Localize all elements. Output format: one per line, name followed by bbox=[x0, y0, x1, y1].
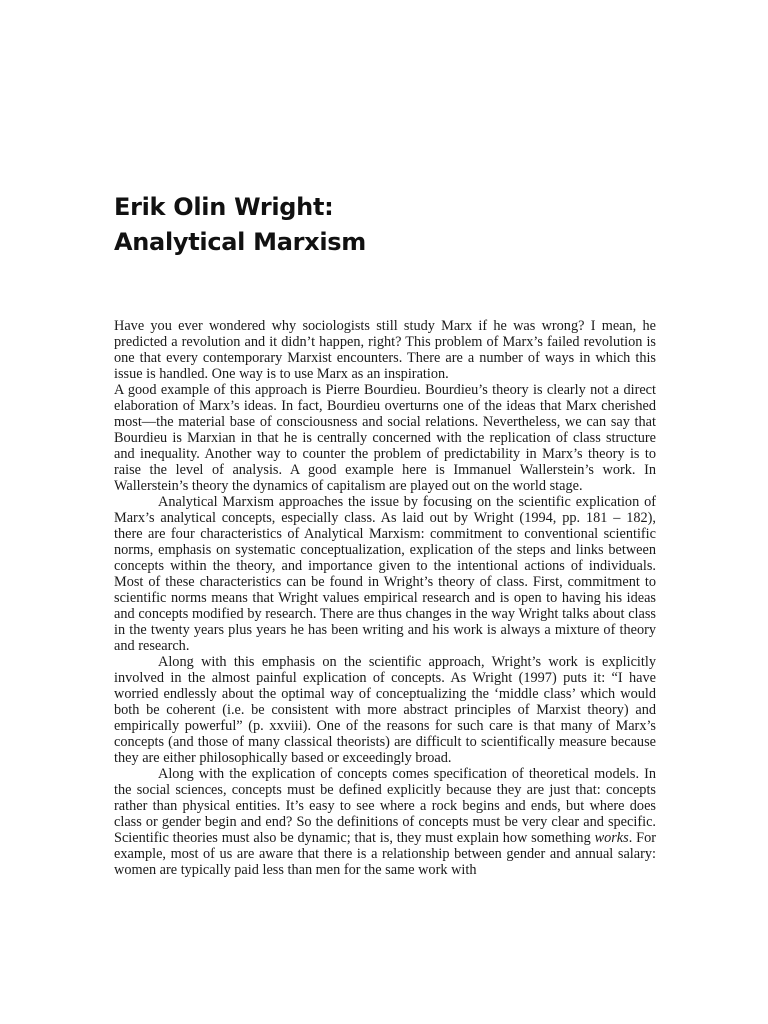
paragraph-5 bbox=[114, 766, 656, 878]
chapter-body bbox=[114, 318, 656, 878]
paragraph-5-text-end: . For example, most of us are aware that there is a relationship between gender and annual salary: women are typically paid less than men for the same work with bbox=[114, 830, 656, 878]
paragraph-4: Along with this emphasis on the scientific approach, Wright’s work is explicitly involved in the almost painful explication of concepts. As Wright (1997) puts it: “I have worried endlessly about the optimal way of conceptualizing the ‘middle class’ which would both be coherent (i.e. be consistent with more abstract principles of Marxist theory) and empirically powerful” (p. xxviii). One of the reasons for such care is that many of Marx’s concepts (and those of many classical theorists) are difficult to scientifically measure because they are either philosophically based or exceedingly broad. bbox=[114, 654, 656, 766]
chapter-title-line-1: Erik Olin Wright: bbox=[114, 193, 334, 221]
chapter-title bbox=[114, 190, 366, 260]
paragraph-1: Have you ever wondered why sociologists still study Marx if he was wrong? I mean, he predicted a revolution and it didn’t happen, right? This problem of Marx’s failed revolution is one that every contemporary Marxist encounters. There are a number of ways in which this issue is handled. One way is to use Marx as an inspiration. bbox=[114, 318, 656, 382]
paragraph-5-text-start: Along with the explication of concepts comes specification of theoretical models. In the social sciences, concepts must be defined explicitly because they are just that: concepts rather than physical entities. It’s easy to see where a rock begins and ends, but where does class or gender begin and end? So the definitions of concepts must be very clear and specific. Scientific theories must also be dynamic; that is, they must explain how something bbox=[114, 766, 656, 846]
chapter-title-line-2: Analytical Marxism bbox=[114, 228, 366, 256]
paragraph-2: A good example of this approach is Pierre Bourdieu. Bourdieu’s theory is clearly not a direct elaboration of Marx’s ideas. In fact, Bourdieu overturns one of the ideas that Marx cherished most—the material base of consciousness and social relations. Nevertheless, we can say that Bourdieu is Marxian in that he is centrally concerned with the replication of class structure and inequality. Another way to counter the problem of predictability in Marx’s theory is to raise the level of analysis. A good example here is Immanuel Wallerstein’s work. In Wallerstein’s theory the dynamics of capitalism are played out on the world stage. bbox=[114, 382, 656, 494]
paragraph-3: Analytical Marxism approaches the issue by focusing on the scientific explication of Marx’s analytical concepts, especially class. As laid out by Wright (1994, pp. 181 – 182), there are four characteristics of Analytical Marxism: commitment to conventional scientific norms, emphasis on systematic conceptualization, explication of the steps and links between concepts within the theory, and importance given to the intentional actions of individuals. Most of these characteristics can be found in Wright’s theory of class. First, commitment to scientific norms means that Wright values empirical research and is open to having his ideas and concepts modified by research. There are thus changes in the way Wright talks about class in the twenty years plus years he has been writing and his work is always a mixture of theory and research. bbox=[114, 494, 656, 654]
paragraph-5-emphasis: works bbox=[594, 830, 629, 846]
